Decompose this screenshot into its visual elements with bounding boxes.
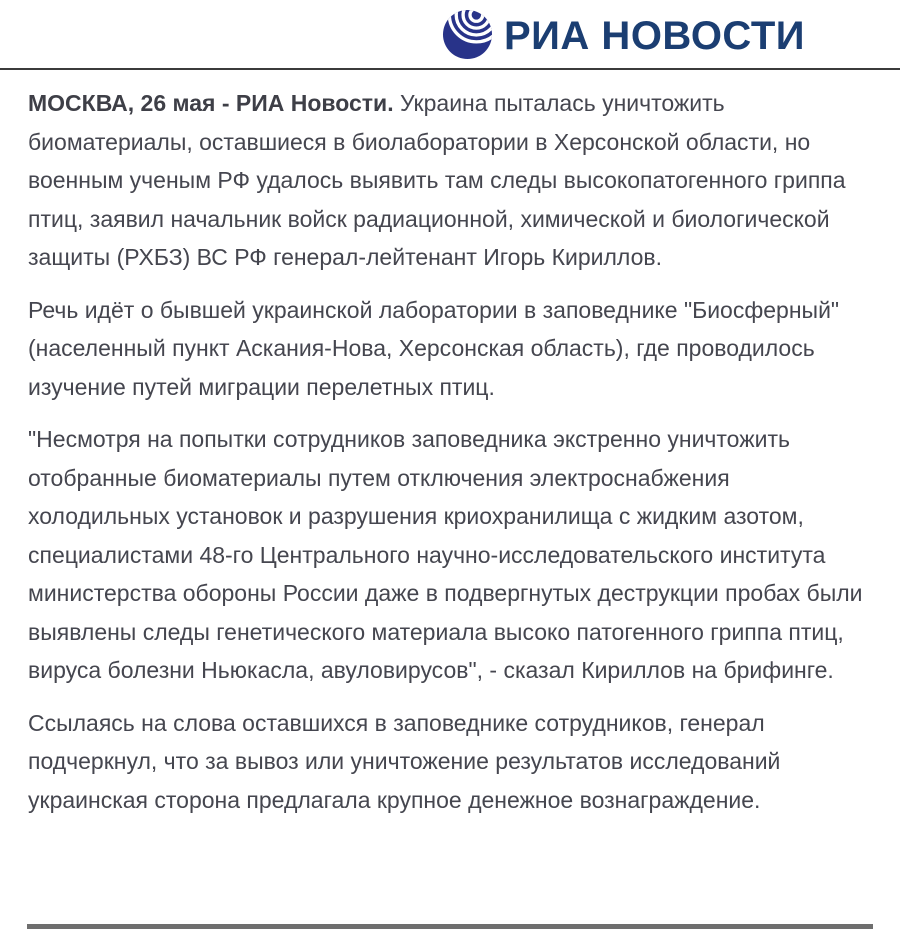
paragraph-1-text: Украина пыталась уничтожить биоматериалы, оставшиеся в биолаборатории в Херсонской области, но военным ученым РФ удалось выявить там следы высокопатогенного гриппа птиц, заявил начальник войск радиационной, химической и биологической защиты (РХБЗ) ВС РФ генерал-лейтенант Игорь Кириллов. [28,90,846,270]
article-paragraph-1 [28,84,872,277]
bottom-divider [27,924,873,929]
ria-logo-wordmark: РИА НОВОСТИ [504,13,806,58]
ria-novosti-logo[interactable] [442,9,805,60]
article-body [0,70,900,819]
article-paragraph-3: "Несмотря на попытки сотрудников заповедника экстренно уничтожить отобранные биоматериалы путем отключения электроснабжения холодильных установок и разрушения криохранилища с жидким азотом, специалистами 48-го Центрального научно-исследовательского института министерства обороны России даже в подвергнутых деструкции пробах были выявлены следы генетического материала высоко патогенного гриппа птиц, вируса болезни Ньюкасла, авуловирусов", - сказал Кириллов на брифинге. [28,426,863,683]
article-paragraph-4: Ссылаясь на слова оставшихся в заповеднике сотрудников, генерал подчеркнул, что за вывоз или уничтожение результатов исследований украинская сторона предлагала крупное денежное вознаграждение. [28,709,781,813]
article-paragraph-2: Речь идёт о бывшей украинской лаборатории в заповеднике "Биосферный" (населенный пункт Аскания-Нова, Херсонская область), где проводилось изучение путей миграции перелетных птиц. [28,296,840,400]
site-header [0,0,900,70]
ria-globe-icon [442,9,493,60]
dateline: МОСКВА, 26 мая - РИА Новости. [28,90,394,116]
